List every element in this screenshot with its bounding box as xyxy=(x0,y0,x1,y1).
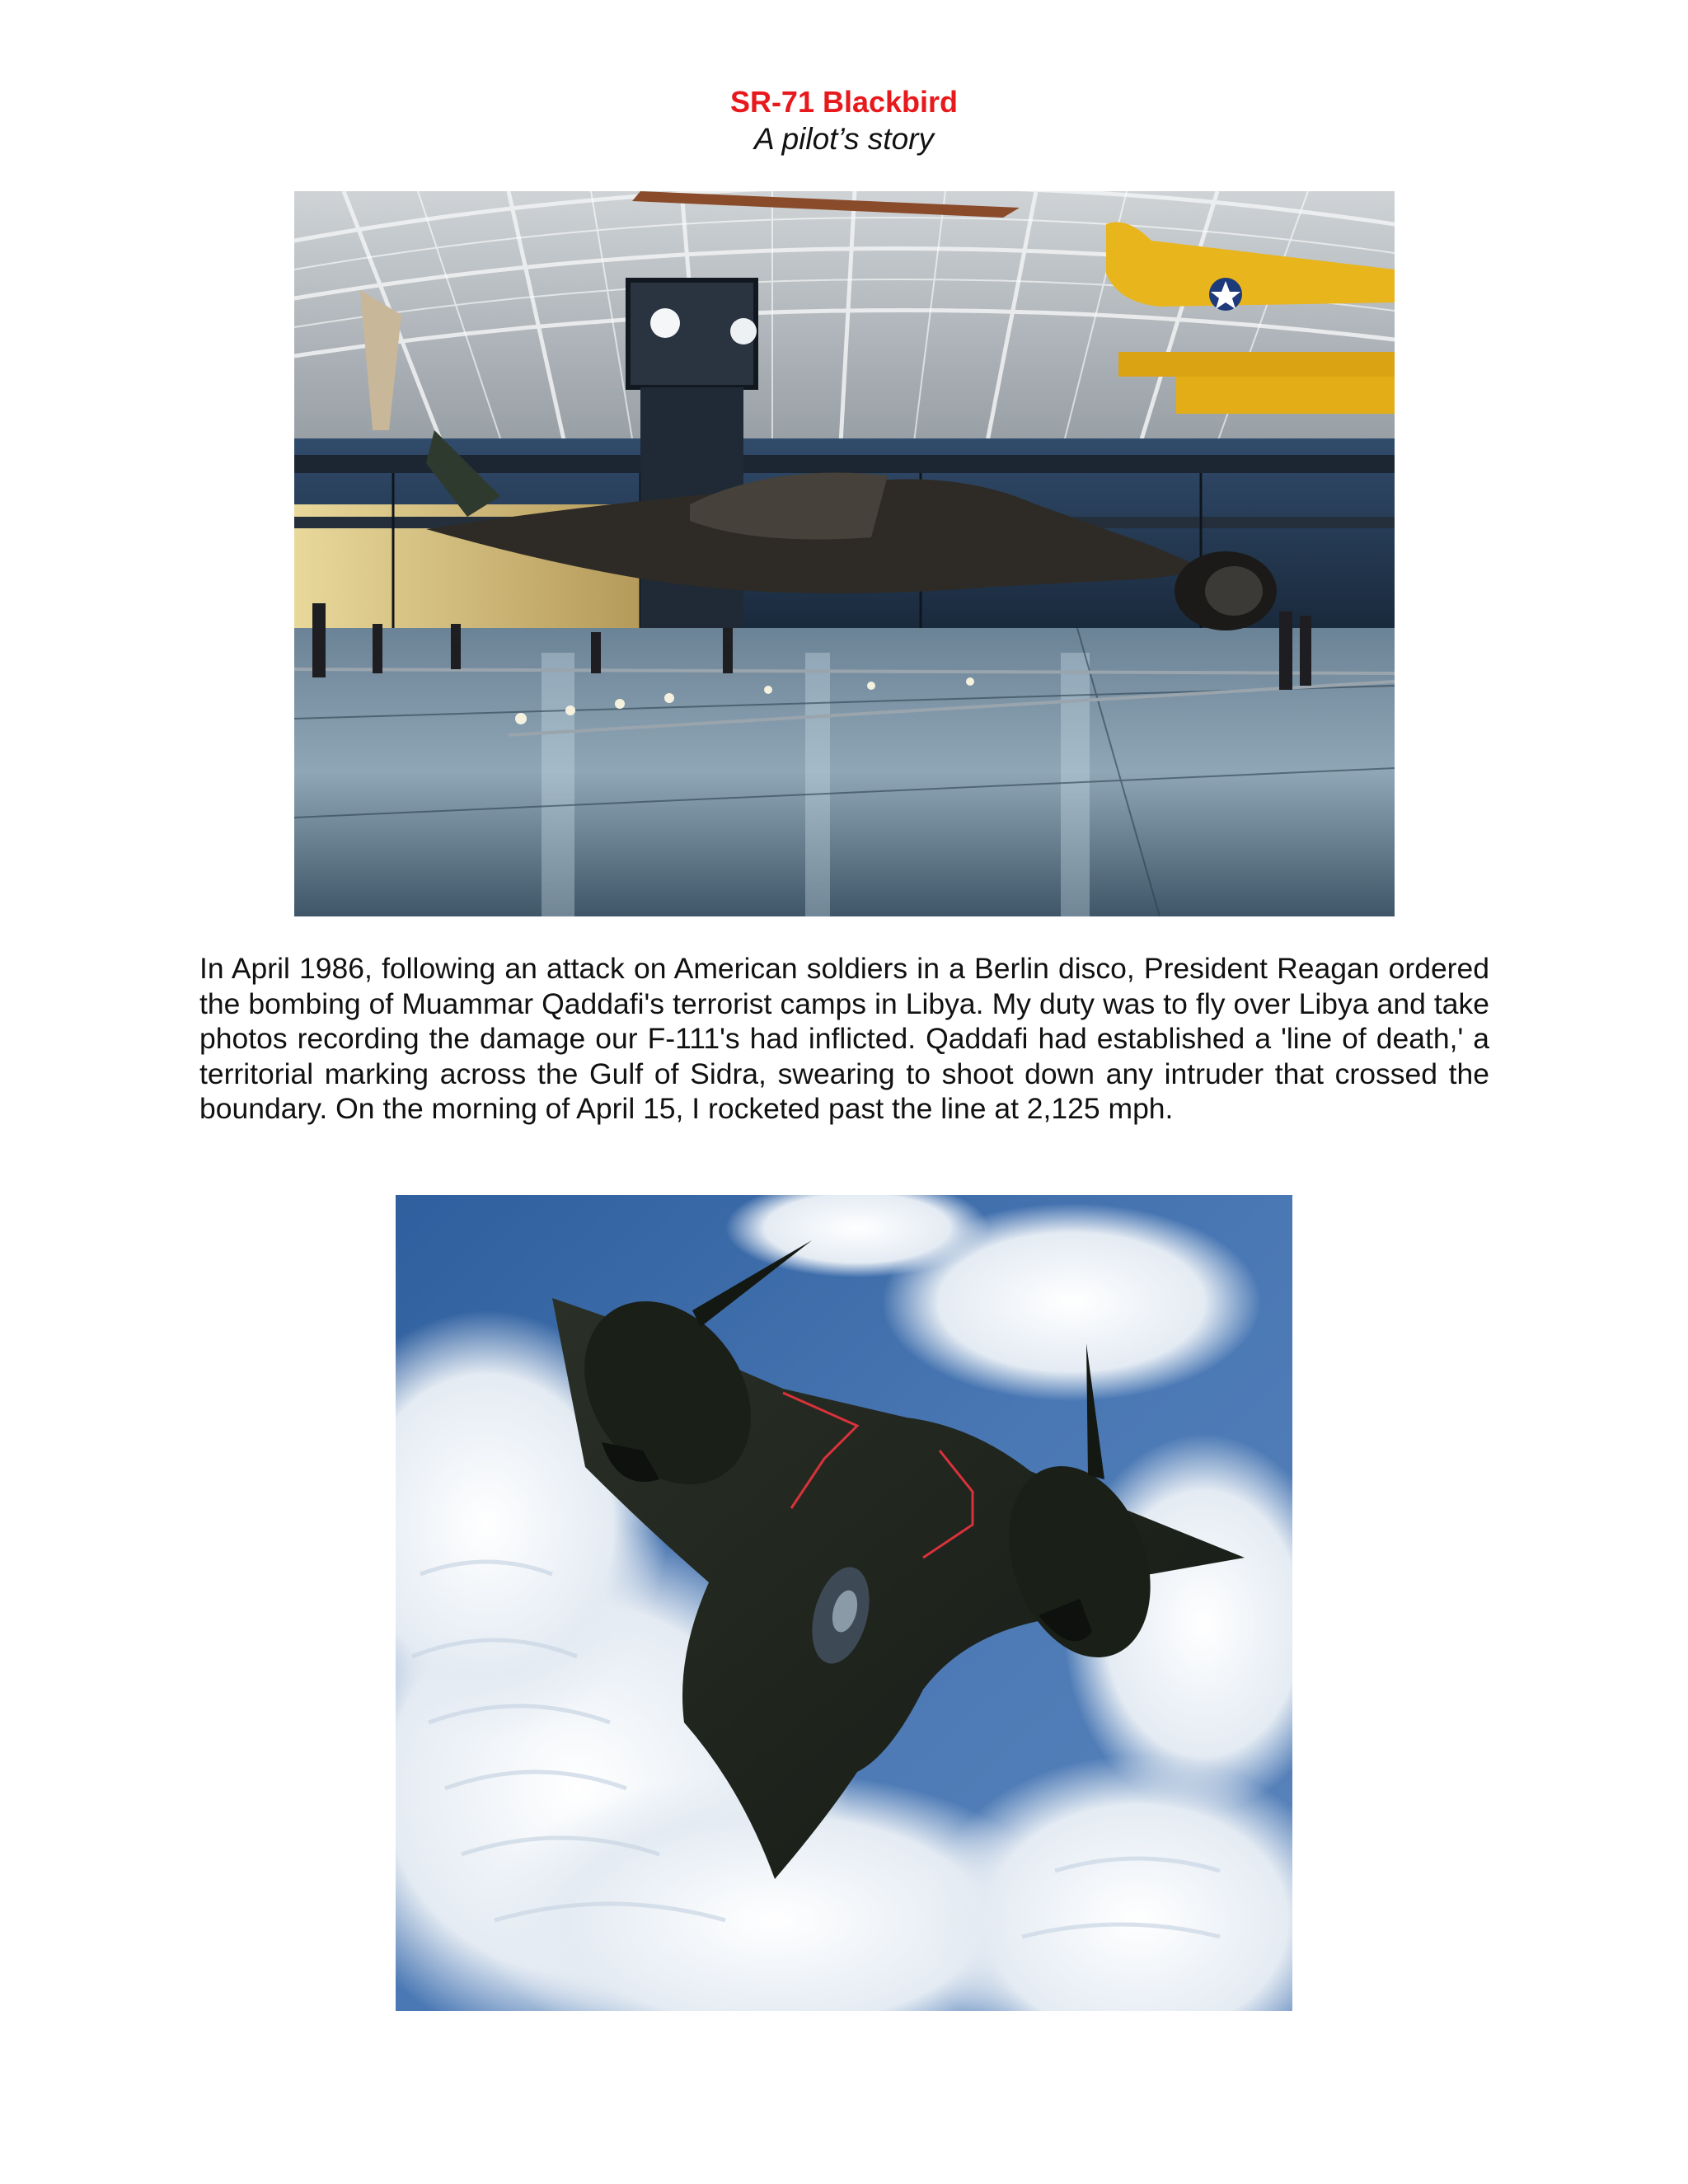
flight-photo-image xyxy=(396,1195,1292,2011)
document-subtitle: A pilot’s story xyxy=(754,122,934,156)
hangar-photo-image xyxy=(294,191,1395,916)
flight-photo xyxy=(396,1195,1292,2011)
story-paragraph: In April 1986, following an attack on American soldiers in a Berlin disco, President Reagan ordered the bombing of Muammar Qaddafi's terrorist camps in Libya. My duty was to fly over Libya and take photos recording the damage our F-111's had inflicted. Qaddafi had established a 'line of death,' a territorial marking across the Gulf of Sidra, swearing to shoot down any intruder that crossed the boundary. On the morning of April 15, I rocketed past the line at 2,125 mph. xyxy=(199,952,1489,1125)
hangar-photo xyxy=(294,191,1395,916)
document-title: SR-71 Blackbird xyxy=(729,85,959,119)
